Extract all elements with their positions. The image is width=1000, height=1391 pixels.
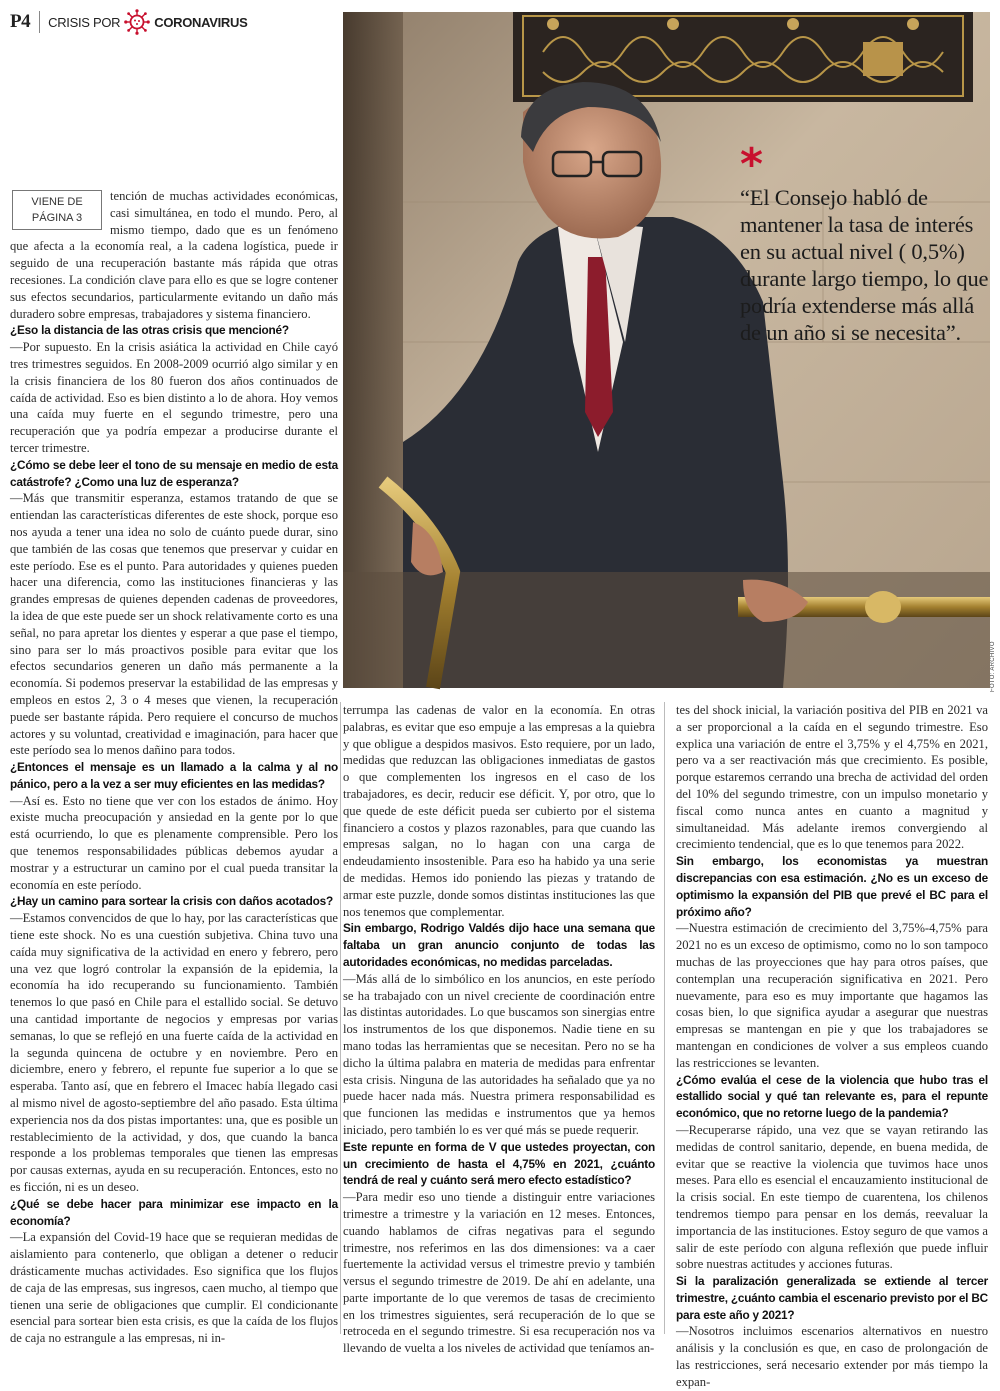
interview-question: Este repunte en forma de V que ustedes proyectan, con un crecimiento de hasta el 4,75% en 2021, ¿cuánto tendrá de real y cuánto será mero efecto estadístico?	[343, 1139, 655, 1188]
interview-question: ¿Entonces el mensaje es un llamado a la calma y al no pánico, pero a la vez a ser muy eficientes en las medidas?	[10, 760, 338, 791]
section-label: CRISIS POR	[48, 14, 121, 30]
article-column-2	[343, 702, 655, 1357]
page-header	[10, 8, 247, 36]
paragraph: —Por supuesto. En la crisis asiática la actividad en Chile cayó tres trimestres seguidos. En 2008-2009 ocurrió algo similar y en la crisis financiera de los 80 fueron dos años continuados de caída de actividad. Eso es bien distinto a lo de ahora. Hoy vemos una caída muy fuerte en el segundo trimestre, pero una recuperación que ya podría empezar a producirse durante el tercer trimestre.	[10, 340, 338, 455]
interview-question: Sin embargo, Rodrigo Valdés dijo hace una semana que faltaba un gran anuncio conjunto de todas las autoridades económicas, no medidas parceladas.	[343, 921, 655, 969]
quote-asterisk-icon: *	[740, 139, 764, 190]
paragraph: —Nuestra estimación de crecimiento del 3,75%-4,75% para 2021 no es un exceso de optimismo, como no lo son tampoco muchas de las proyecciones que hay para otros países, que contemplan una recuperación significativa en 2021. Pero nuevamente, para eso es muy importante que hagamos las cosas bien, lo que significa ayudar a asegurar que nuestras empresas se mantengan en pie y que los trabajadores se mantengan en condiciones de volver a sus empleos cuando las restricciones se levanten.	[676, 921, 988, 1070]
interview-question: ¿Hay un camino para sortear la crisis con daños acotados?	[10, 894, 333, 909]
paragraph: tención de muchas actividades económicas, casi simultánea, en todo el mundo. Pero, al mismo tiempo, dado que es un fenómeno que afecta a la economía real, a la cadena logística, puede ir seguido de una recuperación bastante más rápida que otras recesiones. La condición clave para ello es que se logre contener sus efectos secundarios, particularmente evitando un daño más duradero sobre empresas, trabajadores y sistema financiero.	[10, 189, 338, 321]
paragraph: —Más allá de lo simbólico en los anuncios, en este período se ha trabajado con un nivel creciente de coordinación entre las distintas autoridades. Lo que buscamos son sinergias entre los instrumentos de los que disponemos. Nadie tiene en su mano todas las herramientas que se necesitan. Pero no se ha dicho la última palabra en materia de medidas para enfrentar esta crisis. Ninguna de las autoridades ha señalado que ya no puede hacer nada más. Nuestra primera responsabilidad es que funcionen las medidas e instrumentos que ya hemos iniciado, pero también lo es ver qué más se puede requerir.	[343, 971, 655, 1137]
paragraph: —Estamos convencidos de que lo hay, por las características que tiene este shock. No es una cuestión subjetiva. China tuvo una caída muy significativa de la actividad en enero y febrero, pero una vez que logró controlar la expansión de la epidemia, la economía ha ido recuperando su funcionamiento. También tenemos lo que pasó en Chile para el estallido social. Se detuvo una cantidad importante de negocios y empresas por varias semanas, lo que se reflejó en una fuerte caída de la actividad en la segunda quincena de octubre y en noviembre. Pero en diciembre, enero y febrero, el repunte fue superior a lo que se esperaba. Tanto así, que en febrero el Imacec había llegado casi al mismo nivel de agosto-septiembre del año pasado. Esta última experiencia nos da dos pistas importantes: una, que es posible un restablecimiento de la actividad, y dos, que cuando la banca responde a los problemas temporales que tienen las empresas por causas externas, ayuda en su recuperación. Entonces, esto no es ficción, ni es un deseo.	[10, 911, 338, 1195]
pull-quote	[740, 139, 990, 346]
interview-question: Si la paralización generalizada se extiende al tercer trimestre, ¿cuánto cambia el escenario previsto por el BC para este año y 2021?	[676, 1274, 988, 1322]
header-divider	[39, 11, 40, 33]
interview-question: ¿Eso la distancia de las otras crisis que mencioné?	[10, 323, 289, 338]
paragraph: terrumpa las cadenas de valor en la economía. En otras palabras, es evitar que eso empuje a las empresas a la quiebra y que obligue a despidos masivos. Esto requiere, por un lado, medidas que reduzcan las obligaciones inmediatas de gastos o que complementen los ingresos en el caso de los trabajadores, es decir, reducir ese déficit. Y, por otro, que lo que quede de este déficit pueda ser cubierto por el sistema financiero a costos y plazos razonables, para que cuando las empresas salgan, no lo hagan con una carga de endeudamiento insostenible. Para eso ha habido ya una serie de medidas. Hemos ido poniendo las piezas y tratando de armar este puzzle, donde somos distintas instituciones las que nos tenemos que complementar.	[343, 703, 655, 919]
photo-credit: FOTO: ARCHIVO	[990, 641, 996, 692]
paragraph: —Más que transmitir esperanza, estamos tratando de que se entiendan las características diferentes de este shock, porque eso nos ayuda a tener una idea no solo de cuánto puede durar, sino que también de las cosas que tenemos que preservar y cuidar en este período. Ese es el punto. Para autoridades y quienes pueden hacer una diferencia, como las instituciones financieras y las grandes empresas de quienes dependen cadenas de proveedores, la idea de que este puede ser un shock relativamente corto es una señal, no para apretar los dientes y esperar a que pase el tiempo, sino para ser lo más proactivos posible para evitar que los efectos secundarios generen un daño más permanente a la economía. Si podemos preservar la estabilidad de las empresas y empleos en estos 2, 3 o 4 meses que vienen, la recuperación puede ser bastante rápida. Pero requiere el concurso de muchos actores y su voluntad, creatividad e imaginación, para hacer que este período sea lo menos dañino para todos.	[10, 491, 338, 758]
coronavirus-icon	[124, 9, 150, 35]
paragraph: —La expansión del Covid-19 hace que se requieran medidas de aislamiento para contenerlo, que obligan a detener o reducir drásticamente muchas actividades. Eso significa que los flujos de caja de las empresas, sus ingresos, caen mucho, al tiempo que tienen una serie de obligaciones que cumplir. El condicionante esencial para sortear bien esta crisis, es que la caída de los flujos de caja no estrangule a las empresas, ni in-	[10, 1230, 338, 1346]
interview-question: ¿Qué se debe hacer para minimizar ese impacto en la economía?	[10, 1196, 338, 1228]
interview-question: Sin embargo, los economistas ya muestran discrepancias con esa estimación. ¿No es un exceso de optimismo la expansión del PIB que prevé el BC para el próximo año?	[676, 854, 988, 919]
page-number: P4	[10, 11, 31, 32]
interview-question: ¿Cómo se debe leer el tono de su mensaje en medio de esta catástrofe? ¿Como una luz de esperanza?	[10, 457, 338, 489]
paragraph: —Recuperarse rápido, una vez que se vayan retirando las medidas de control sanitario, depende, en buena medida, de evitar que se reactive la violencia que tuvimos hace unos meses. Para ello es esencial el encauzamiento institucional de la crisis social. En este tiempo de cuarentena, los chilenos tendremos tiempo para pensar en los demás, reevaluar la importancia de las instituciones. Estoy seguro de que vamos a salir de este período con alguna reflexión que puede influir sobre nuestras actitudes y acciones futuras.	[676, 1122, 988, 1272]
continued-line-1: VIENE DE	[31, 196, 83, 208]
topic-label: CORONAVIRUS	[154, 14, 248, 30]
column-divider	[340, 702, 341, 1334]
interview-question: ¿Cómo evalúa el cese de la violencia que hubo tras el estallido social y qué tan relevante es, para el repunte económico, que no retorne luego de la pandemia?	[676, 1072, 988, 1121]
pull-quote-text: “El Consejo habló de mantener la tasa de interés en su actual nivel ( 0,5%) durante largo tiempo, lo que podría extenderse más allá de un año si se necesita”.	[740, 185, 989, 345]
article-column-1	[10, 188, 338, 1347]
portrait-illustration	[343, 12, 990, 688]
continued-line-2: PÁGINA 3	[31, 212, 83, 224]
column-divider	[664, 702, 665, 1334]
portrait-photo	[343, 12, 990, 688]
paragraph: —Nosotros incluimos escenarios alternativos en nuestro análisis y la conclusión es que, en caso de prolongación de las restricciones, será necesario extender por más tiempo la expan-	[676, 1324, 988, 1389]
paragraph: —Así es. Esto no tiene que ver con los estados de ánimo. Hoy existe mucha preocupación y ansiedad en la gente por lo que está ocurriendo, lo que es plenamente comprensible. Pero los que tenemos responsabilidades públicas debemos ayudar a mostrar y a estructurar un camino por el cual pueda transitar la economía en este período.	[10, 793, 338, 892]
article-column-3	[676, 702, 988, 1391]
paragraph: tes del shock inicial, la variación positiva del PIB en 2021 va a ser proporcional a la caída en el segundo trimestre. Eso explica una variación de entre el 3,75% y el 4,75% en 2021, pero va a ser reactivación más que crecimiento. Es posible, porque estaremos cerrando una brecha de actividad del orden del 10% del segundo trimestre, con un impulso monetario y fiscal como nunca antes en cuanto a magnitud y simultaneidad. Más adelante iremos convergiendo al crecimiento tendencial, que es lo que tenemos para 2022.	[676, 703, 988, 852]
paragraph: —Para medir eso uno tiende a distinguir entre variaciones trimestre a trimestre y la variación en 12 meses. Entonces, cuando hablamos de cifras negativas para el segundo trimestre, nos referimos en las dos dimensiones: va a caer fuertemente la actividad versus el trimestre previo y también versus el segundo trimestre de 2019. De ahí en adelante, una parte importante de lo que veremos de tasas de crecimiento en los trimestres siguientes, será recuperación de lo que se retroceda en el segundo trimestre. Si esa recuperación nos va llevando de vuelta a los niveles de actividad que teníamos an-	[343, 1190, 655, 1356]
